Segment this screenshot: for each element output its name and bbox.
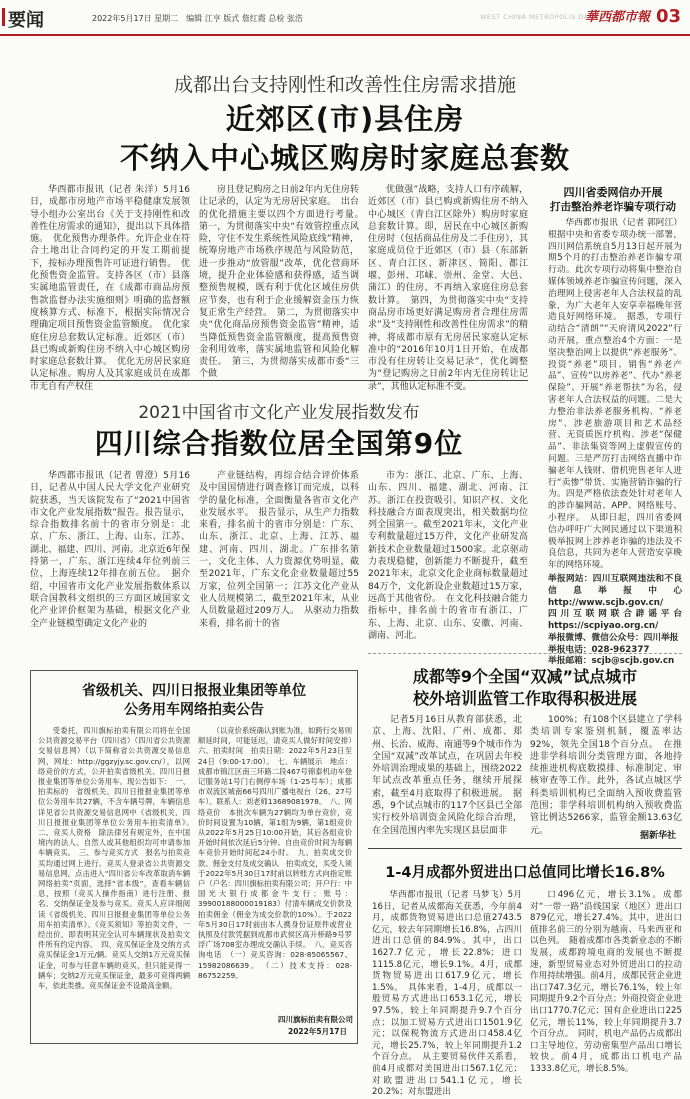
article5-title: 1-4月成都外贸进出口总值同比增长16.8% (385, 865, 665, 881)
notice-title-line1: 省级机关、四川日报报业集团等单位 (82, 683, 306, 699)
report-email: 举报邮箱：scjb@scjb.gov.cn (548, 656, 675, 667)
article4-title-line1: 成都等9个全国“双减”试点城市 (412, 667, 638, 686)
article1-title-line1: 近郊区(市)县住房 (225, 102, 465, 136)
article1-title-line2: 不纳入中心城区购房时家庭总套数 (119, 141, 570, 175)
article4-col2: 100%；有108个区县建立了学科类培训专家鉴别机制，覆盖率达92%，领先全国18个百分点。 在推进非学科培训分类管理方面，各地持续推进机构底数摸排、标准制定、审核审查等工作。此外，各试点城区学科类培训机构已全面纳入预收费监管范围；非学科培训机构纳入预收费监管比例达5266家，监管金额13.63亿元。 (530, 715, 682, 836)
newspaper-logo: 華西都市報 (585, 10, 651, 25)
page-number: 03 (656, 6, 682, 27)
article2-col2: 产业链结构，再综合结合评价体系及中国国情进行调查修订而完成，以科学的量化标准，全面衡量各省市文化产业发展水平。 报告显示，从生产力指数来看，排名前十的省市分别是：广东、山东、浙江、北京、上海、江苏、福建、河南、四川、湖北。广东排名第一，文化主体、人力资源优势明显，截至2021年，广东文化企业数量超过55万家，位列全国第一；江苏文化产业从业人员规模第二，截至2021年末，从业人员数量超过209万人。 从驱动力指数来看，排名前十的省 (199, 471, 359, 629)
english-masthead: WEST CHINA METROPOLIS DAILY (480, 13, 599, 21)
notice-signature-company: 四川旗标拍卖有限公司 (278, 1015, 353, 1024)
article5-col2: 口496亿元，增长3.1%。成都对“一带一路”沿线国家（地区）进出口879亿元，增长27.4%。其中，进出口值排名前三的分别为越南、马来西亚和以色列。 随着成都市各类新业态的不断发展，成都跨境电商的发展也不断提速，新型贸易业态对外贸进出口的拉动作用持续增强。前4月，成都民营企业进出口747.3亿元，增长76.1%，较上年同期提升9.2个百分点；外商投资企业进出口1770.7亿元；国有企业进出口225亿元，增长11%，较上年同期提升3.7个百分点。 同时，机电产品仍占成都出口主导地位，劳动密集型产品出口增长较快。前4月，成都出口机电产品1333.8亿元，增长8.5%。 (530, 890, 682, 1074)
section-label: 要闻 (8, 6, 44, 32)
article1-col2: 房且登记购房之日前2年内无住房转让记录的，认定为无房居民家庭。 出台的优化措施主要以四个方面进行考量。 第一，为贯彻落实中央“有效管控重点风险，守住不发生系统性风险底线”精神，统筹房地产市场秩序规范与风险防范，进一步推动“放管服”改革，优化营商环境，提升企业体验感和获得感，适当调整预售规模，既有利于优化区域住房供应节奏，也有利于企业缓解资金压力恢复正常生产经营。 第二，为贯彻落实中央“优化商品房预售资金监管”精神，适当降低预售资金监管额度，提高预售资金利用效率，落实属地监管和风险化解责任。 第三，为贯彻落实成都市委“三个做 (199, 185, 369, 380)
article3-body: 华西都市报讯（记者 郭阿江）根据中央和省委专项办统一部署，四川网信系统自5月13日起开展为期5个月的打击整治养老诈骗专项行动。此次专项行动将集中整治自媒体领域养老诈骗宣传问题，深入治理网上侵害老年人合法权益的乱象，为广大老年人安享幸福晚年营造良好网络环境。 据悉，专项行动结合“清朗”“天府清风2022”行动开展，重点整治4个方面：一是坚决整治网上以提供“养老服务”、投资“养老”项目、销售“养老产品”、宣传“以房养老”、代办“养老保险”、开展“养老帮扶”为名，侵害老年人合法权益的问题。二是大力整治非法养老服务机构、“养老房”、涉老旅游项目和艺术品经营、无资质医疗机构、涉老“保健品”、非法集资等网上虚假宣传的问题。三是严厉打击网络直播中诈骗老年人钱财、借机兜售老年人进行“卖惨”带货、实施营销诈骗的行为。四是严格依法查处针对老年人的涉诈骗网站、APP、网络账号、小程序。 从即日起，四川省委网信办呼吁广大网民通过以下渠道积极举报网上涉养老诈骗的违法及不良信息，共同为老年人营造安享晚年的网络环境。 举报网站：四川互联网违法和不良信息举报中心 http://www.scjb.gov.cn/ 四川互联网联合辟谣平台 https://scpiyao.org.cn/ 举报微博、微信公众号：四川举报 举报电话：028-962377 举报邮箱：scjb@scjb.gov.cn (548, 218, 682, 667)
page-header (0, 0, 690, 36)
notice-signature-date: 2022年5月17日 (288, 1027, 348, 1036)
notice-col2: （以竞价系统确认到账为准，如跨行交易则顺延时间，可能延迟，请竞买人做好时间安排） 六、拍卖时间 拍卖日期：2022年5月23日至24日（9:00-17:00）。 七、车辆展示 地点：成都市锦江区南三环路二段467号锦泰机动车登记服务站1号门右侧停车场（1-25号车）；成都市双流区城南66号四川广播电视台（26、27号车）。联系人：刘老师13689081978。 八、网络竞价 本批次车辆为27辆均为单台竞价，竞价时间设置为10辆，第1组为9辆，第1组竞价从2022年5月25日10:00开始，其后各组竞价开始时间依次延后5分钟。自由竞价时间为每辆车竞价开始时间起24小时。 九、拍卖成交价款、佣金支付及成交确认 拍卖成交，买受人须于2022年5月30日17时前以转账方式向指定账户（户名：四川旗标拍卖有限公司；开户行：中国光大银行成都金牛支行；账号：39900188000019183）付清车辆成交价款及拍卖佣金（佣金为成交价款的10%）。于2022年5月30日17时前由本人携身份证原件或营业执照及付款凭据到成都市武侯区高升桥路9号罗浮广场708室办理成交确认手续。 八、竞买咨询电话 （一）竞买咨询：028-85065567、15982086639。 （二）技术支持：028-86752259。 (198, 726, 360, 980)
notice-col1: 受委托，四川旗标拍卖有限公司将在全国公共资源交易平台（四川省）（四川省公共资源交易信息网）（以下简称省公共资源交易信息网，网址：http://ggzyjy.sc.gov.cn/），以网络竞价的方式，公开拍卖省级机关、四川日报报业集团等单位公务用车。现公告如下： 一、拍卖标的 省级机关、四川日报报业集团等单位公务用车共27辆，不含车辆号牌，车辆信息详见省公共资源交易信息网中《省级机关、四川日报报业集团等单位公务用车拍卖清单》。 二、竞买人资格 除法律另有规定外，在中国境内的法人、自然人或其他组织均可申请参加车辆竞买。 三、参与竞买方式 报名与拍卖竞买均通过网上进行。竞买人登录省公共资源交易信息网，点击进入“四川省公车改革取消车辆网络拍卖”页面，选择“省本级”，查看车辆信息，按照（竞买人操作指南）进行注册、报名、交纳保证金及参与竞买。竞买人应详细阅读《省级机关、四川日报报业集团等单位公务用车拍卖清单》、《竞买须知》等拍卖文件，一经出价，即表明其完全认可车辆现状及拍卖文件所有约定内容。 四、竞买保证金及交纳方式 竞买保证金1万元/辆。竞买人交纳1万元竞买保证金，可参与任意车辆的竞买，但只能竞得一辆车；交纳2万元竞买保证金，最多可竞得两辆车，依此类推。竞买保证金不设最高金额。 (38, 726, 198, 991)
report-phone: 举报电话：028-962377 (548, 644, 650, 655)
report-weibo: 举报微博、微信公众号：四川举报 (548, 632, 679, 643)
article2-title: 四川综合指数位居全国第9位 (94, 427, 464, 460)
article4-source: 据新华社 (640, 831, 677, 841)
rumor-platform: 四川互联网联合辟谣平台 https://scpiyao.org.cn/ (548, 609, 682, 632)
article5-col1: 华西都市报讯（记者 马梦飞）5月16日，记者从成都海关获悉，今年前4月，成都货物贸易进出口总值2743.5亿元，较去年同期增长16.8%，占四川进出口总值的84.9%。其中，出口1627.7亿元，增长22.8%；进口1115.8亿元，增长9.1%。4月，成都货物贸易进出口617.9亿元，增长1.5%。 具体来看，1-4月，成都以一般贸易方式进出口653.1亿元，增长97.5%，较上年同期提升9.7个百分点；以加工贸易方式进出口1501.9亿元；以保税物流方式进出口458.4亿元，增长25.7%，较上年同期提升1.2个百分点。 从主要贸易伙伴关系看，前4月成都对美国进出口567.1亿元；对欧盟进出口541.1亿元，增长20.2%；对东盟进出 (372, 890, 522, 1098)
issue-meta: 2022年5月17日 星期二 编辑 江亨 版式 詹红霞 总检 张浩 (92, 14, 303, 23)
article2-col1: 华西都市报讯（记者 曾澄）5月16日，记者从中国人民大学文化产业研究院获悉，当天该院发布了“2021中国省市文化产业发展指数”报告。报告显示，综合指数排名前十的省市分别是：北京、广东、浙江、上海、山东、江苏、湖北、福建、四川、河南。北京近6年保持第一，广东、浙江连续4年位列前三位，上海连续12年排在前五位。 据介绍，中国省市文化产业发展指数体系以联合国教科文组织的三方面区域国家文化产业评价框架为基础，根据文化产业全产业链模型确定文化产业的 (30, 471, 190, 629)
article1-kicker: 成都出台支持刚性和改善性住房需求措施 (173, 74, 516, 96)
article3-title-line2: 打击整治养老诈骗专项行动 (550, 201, 676, 213)
divider (368, 848, 682, 849)
article2-kicker: 2021中国省市文化产业发展指数发布 (138, 403, 420, 423)
article4-col1: 记者5月16日从教育部获悉，北京、上海、沈阳、广州、成都、郑州、长治、威海、南通等9个城市作为全国“双减”改革试点，在巩固去年校外培训治理成果的基础上，围绕2022年试点改革重点任务，继续开展探索，截至4月底取得了积极进展。 据悉，9个试点城市的117个区县已全部实行校外培训资金风险化综合治理，在全国范围内率先实现区县层面非 (372, 715, 522, 836)
report-website: 举报网站：四川互联网违法和不良信息举报中心 http://www.scjb.gov.cn/ (548, 573, 682, 608)
article3-title-line1: 四川省委网信办开展 (563, 186, 663, 199)
article4-title-line2: 校外培训监管工作取得积极进展 (412, 689, 637, 708)
article1-col3: 优做强”战略，支持人口有序疏解，近郊区（市）县已购或新购住房不纳入中心城区（青白江区除外）购房时家庭总套数计算。即，居民在中心城区新购住房时（包括商品住房及二手住房），其家庭成员位于近郊区（市）县（东部新区、青白江区、新津区、简阳、都江堰、彭州、邛崃、崇州、金堂、大邑、蒲江）的住房，不再纳入家庭住房总套数计算。 第四，为贯彻落实中央“支持商品房市场更好满足购房者合理住房需求”及“支持刚性和改善性住房需求”的精神，将成都市原有无房居民家庭认定标准中的“2016年10月1日开始，在成都市没有住房转让交易记录”，优化调整为“登记购房之日前2年内无住房转让记录”，其他认定标准不变。 (368, 185, 528, 392)
divider (368, 653, 682, 654)
article2-col3: 市为：浙江、北京、广东、上海、山东、四川、福建、湖北、河南、江苏。浙江在投资吸引、知识产权、文化科技融合方面表现突出，相关数据均位列全国第一。截至2021年末，文化产业专利数量超过15万件，文化产业研发高新技术企业数量超过1500家。北京驱动力表现稳健，创新能力不断提升，截至2021年末，北京文化企业商标数量超过84万个，文化新设企业数超过15万家，远高于其他省份。 在文化科技融合能力指标中，排名前十的省市有浙江、广东、上海、北京、山东、安徽、河南、湖南、河北。 (368, 471, 528, 641)
notice-title-line2: 公务用车网络拍卖公告 (124, 702, 264, 718)
article1-col1: 华西都市报讯（记者 朱洋）5月16日，成都市房地产市场平稳健康发展领导小组办公室出台《关于支持刚性和改善性住房需求的通知》，提出以下具体措施。 优化预售办理条件。允许企业在符合土地出让合同约定的开发工期前提下，按标办理预售许可证进行销售。 优化预售资金监管。支持各区（市）县落实属地监管责任，在《成都市商品房预售款监督办法实施细则》明确的监督额度核算方式、标准下，根据实际情况合理确定项目预售资金监管额度。 优化家庭住房总套数认定标准。近郊区（市）县已购或新购住房不纳入中心城区购房时家庭总套数计算。 优化无房居民家庭认定标准。购房人及其家庭成员在成都市无自有产权住 (30, 185, 190, 392)
divider (30, 380, 528, 381)
